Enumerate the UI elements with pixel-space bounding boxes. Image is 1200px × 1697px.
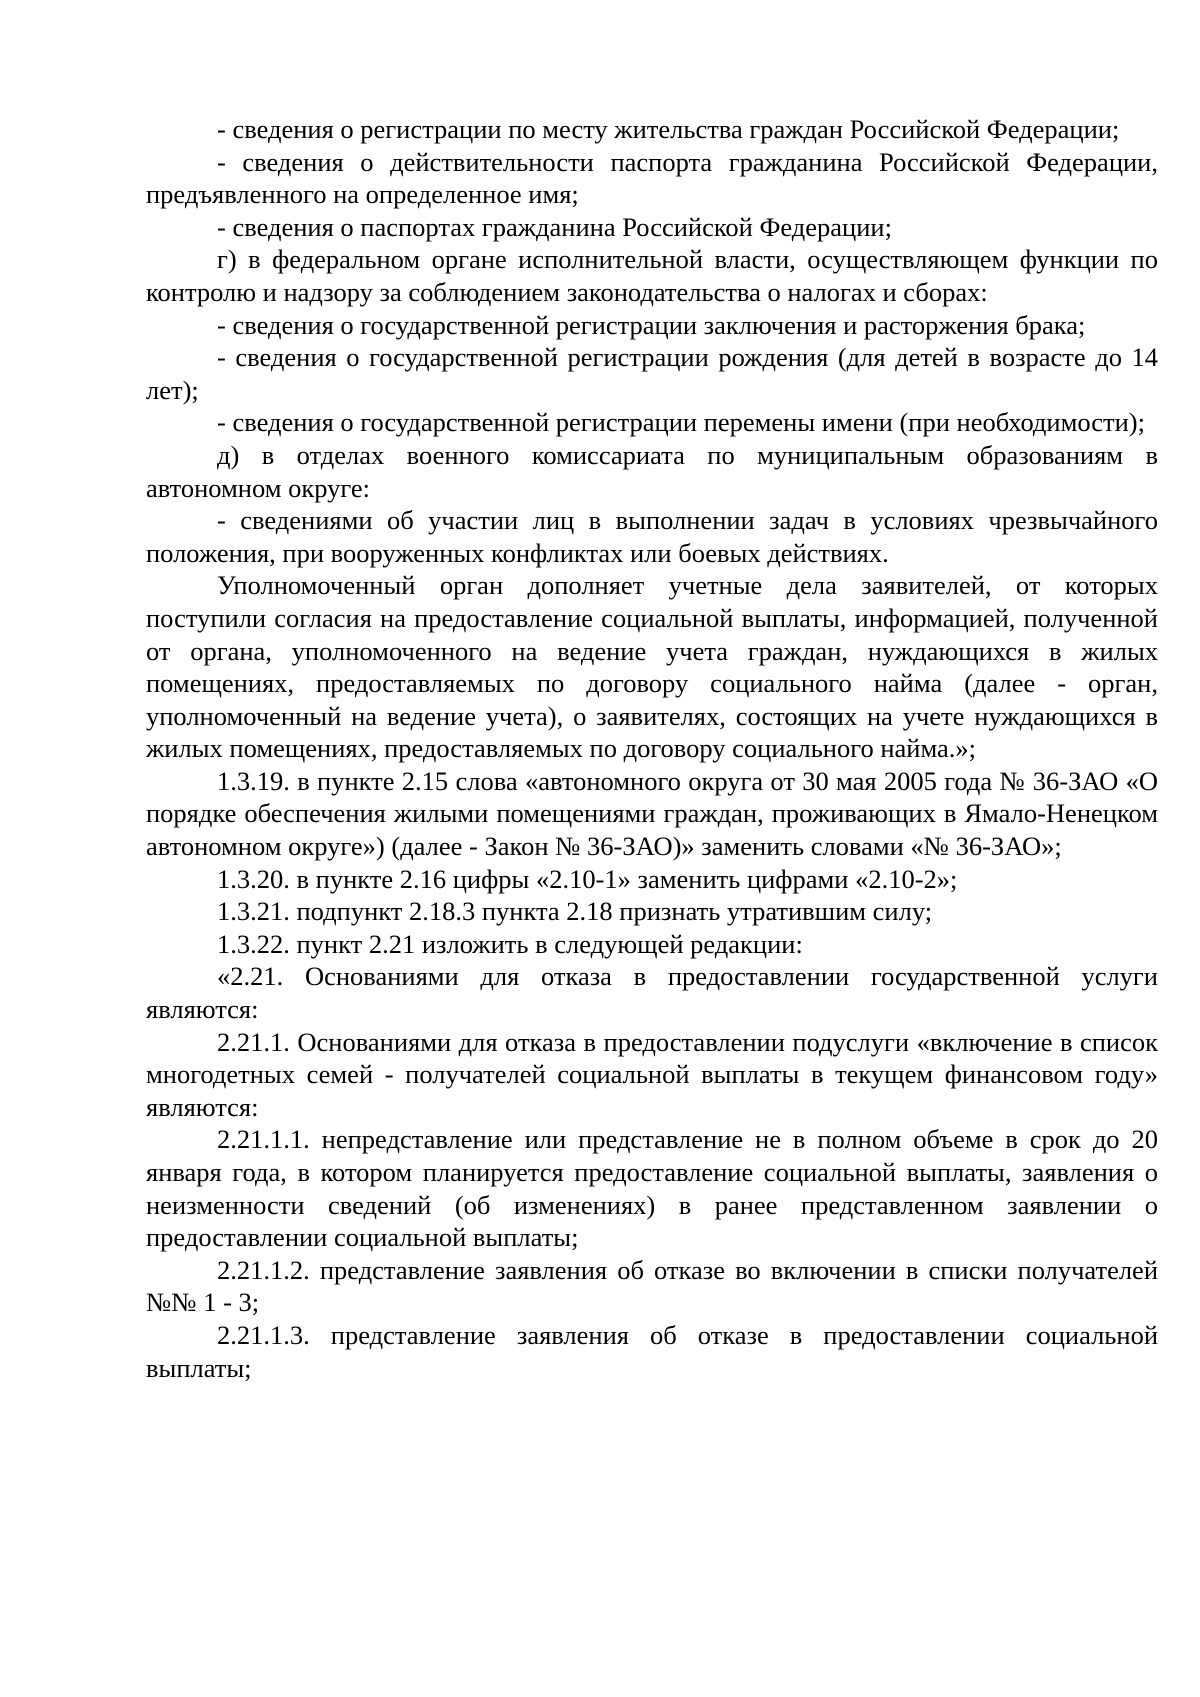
paragraph-item-1-3-22: 1.3.22. пункт 2.21 изложить в следующей редакции: [217,928,803,959]
paragraph-item-2-21: «2.21. Основаниями для отказа в предоставлении государственной услуги являются: [146,961,1158,1025]
paragraph-item-1-3-19: 1.3.19. в пункте 2.15 слова «автономного округа от 30 мая 2005 года № 36-ЗАО «О порядке обеспечения жилыми помещениями граждан, проживающих в Ямало-Ненецком автономном округе») (далее - Закон № 36-ЗАО)» заменить словами «№ 36-ЗАО»; [146,765,1158,862]
paragraph-tax-authority: г) в федеральном органе исполнительной власти, осуществляющем функции по контролю и надзору за соблюдением законодательства о налогах и сборах: [146,244,1158,307]
paragraph-item-2-21-1-1: 2.21.1.1. непредставление или представление не в полном объеме в срок до 20 января года, в котором планируется предоставление социальной выплаты, заявления о неизменности сведений (об изменениях) в ранее представленном заявлении о предоставлении социальной выплаты; [146,1124,1158,1253]
paragraph-item-1-3-20: 1.3.20. в пункте 2.16 цифры «2.10-1» заменить цифрами «2.10-2»; [217,863,958,894]
paragraph-emergency-participation: - сведениями об участии лиц в выполнении задач в условиях чрезвычайного положения, при вооруженных конфликтах или боевых действиях. [146,505,1158,568]
paragraph-item-1-3-21: 1.3.21. подпункт 2.18.3 пункта 2.18 признать утратившим силу; [217,896,933,927]
paragraph-name-change: - сведения о государственной регистрации перемены имени (при необходимости); [217,407,1145,438]
paragraph-item-2-21-1-2: 2.21.1.2. представление заявления об отказе во включении в списки получателей №№ 1 - 3; [146,1254,1158,1318]
paragraph-passports-info: - сведения о паспортах гражданина Российской Федерации; [217,211,892,242]
paragraph-item-2-21-1-3: 2.21.1.3. представление заявления об отказе в предоставлении социальной выплаты; [146,1319,1158,1383]
document-page [146,113,1158,1384]
paragraph-authorized-body: Уполномоченный орган дополняет учетные дела заявителей, от которых поступили согласия на предоставление социальной выплаты, информацией, полученной от органа, уполномоченного на ведение учета граждан, нуждающихся в жилых помещениях, предоставляемых по договору социального найма (далее - орган, уполномоченный на ведение учета), о заявителях, состоящих на учете нуждающихся в жилых помещениях, предоставляемых по договору социального найма.»; [146,570,1158,764]
paragraph-passport-validity: - сведения о действительности паспорта гражданина Российской Федерации, предъявленного на определенное имя; [146,146,1158,210]
paragraph-military-commissariat: д) в отделах военного комиссариата по муниципальным образованиям в автономном округе: [146,439,1158,503]
paragraph-birth-registration: - сведения о государственной регистрации рождения (для детей в возрасте до 14 лет); [146,342,1158,405]
paragraph-registration-residence: - сведения о регистрации по месту жительства граждан Российской Федерации; [217,114,1120,144]
paragraph-item-2-21-1: 2.21.1. Основаниями для отказа в предоставлении подуслуги «включение в список многодетных семей - получателей социальной выплаты в текущем финансовом году» являются: [146,1026,1158,1122]
paragraph-marriage-registration: - сведения о государственной регистрации заключения и расторжения брака; [217,309,1086,340]
